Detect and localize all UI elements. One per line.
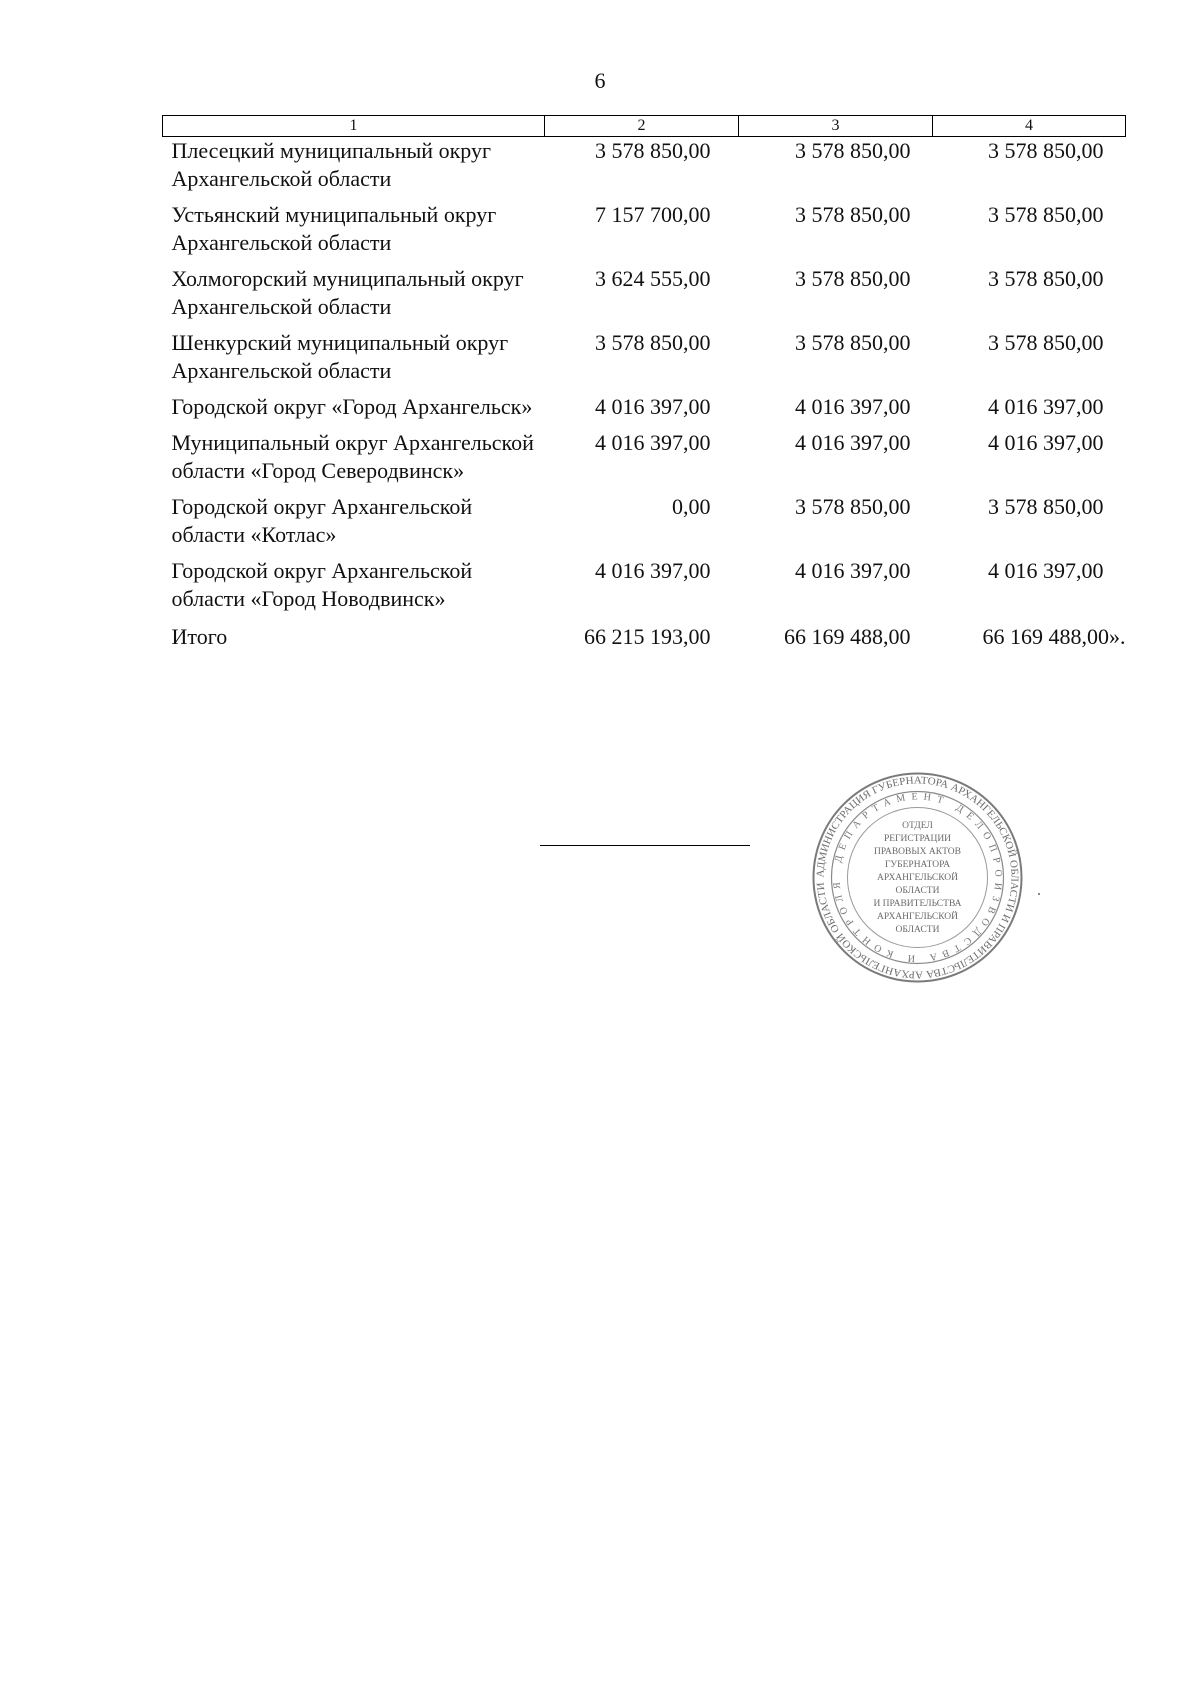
value-col3: 4 016 397,00 bbox=[795, 430, 911, 455]
table-row bbox=[163, 329, 1126, 393]
value-col4: 3 578 850,00 bbox=[988, 330, 1104, 355]
value-col4: 3 578 850,00 bbox=[988, 138, 1104, 163]
table-row bbox=[163, 429, 1126, 493]
municipality-name: Городской округ Архангельской области «Город Новодвинск» bbox=[171, 558, 473, 611]
svg-text:ОБЛАСТИ: ОБЛАСТИ bbox=[895, 886, 940, 896]
municipality-name: Холмогорский муниципальный округ Архангельской области bbox=[171, 266, 524, 319]
seal-center-text bbox=[873, 821, 961, 935]
column-header: 2 bbox=[545, 116, 739, 137]
value-col4: 3 578 850,00 bbox=[988, 266, 1104, 291]
value-col2: 3 578 850,00 bbox=[595, 138, 711, 163]
value-col3: 3 578 850,00 bbox=[795, 202, 911, 227]
budget-table bbox=[162, 115, 1126, 659]
table-row bbox=[163, 493, 1126, 557]
table-row bbox=[163, 557, 1126, 621]
svg-text:АРХАНГЕЛЬСКОЙ: АРХАНГЕЛЬСКОЙ bbox=[876, 873, 959, 883]
end-divider-line bbox=[540, 845, 750, 846]
value-col4: 3 578 850,00 bbox=[988, 494, 1104, 519]
table-row bbox=[163, 265, 1126, 329]
table-row bbox=[163, 137, 1126, 202]
page-number: 6 bbox=[594, 68, 606, 93]
value-col3: 3 578 850,00 bbox=[795, 330, 911, 355]
value-col2: 0,00 bbox=[672, 494, 711, 519]
column-header: 3 bbox=[739, 116, 933, 137]
value-col3: 3 578 850,00 bbox=[795, 494, 911, 519]
value-col4: 4 016 397,00 bbox=[988, 558, 1104, 583]
total-col3: 66 169 488,00 bbox=[784, 624, 911, 649]
table-row bbox=[163, 201, 1126, 265]
value-col4: 4 016 397,00 bbox=[988, 430, 1104, 455]
value-col2: 7 157 700,00 bbox=[595, 202, 711, 227]
value-col2: 3 578 850,00 bbox=[595, 330, 711, 355]
value-col2: 4 016 397,00 bbox=[595, 394, 711, 419]
value-col3: 4 016 397,00 bbox=[795, 558, 911, 583]
column-header: 4 bbox=[933, 116, 1126, 137]
total-col4: 66 169 488,00». bbox=[982, 624, 1126, 649]
municipality-name: Устьянский муниципальный округ Архангельской области bbox=[171, 202, 497, 255]
value-col4: 4 016 397,00 bbox=[988, 394, 1104, 419]
value-col3: 3 578 850,00 bbox=[795, 266, 911, 291]
municipality-name: Плесецкий муниципальный округ Архангельской области bbox=[171, 138, 491, 191]
value-col3: 4 016 397,00 bbox=[795, 394, 911, 419]
svg-text:ГУБЕРНАТОРА: ГУБЕРНАТОРА bbox=[884, 860, 951, 870]
value-col4: 3 578 850,00 bbox=[988, 202, 1104, 227]
table-body bbox=[163, 137, 1126, 660]
value-col2: 4 016 397,00 bbox=[595, 430, 711, 455]
scan-speck bbox=[1038, 893, 1040, 895]
total-row bbox=[163, 621, 1126, 659]
total-label: Итого bbox=[171, 624, 228, 649]
seal-inner-text: ДЕПАРТАМЕНТ ДЕЛОПРОИЗВОДСТВА И КОНТРОЛЯ bbox=[831, 791, 1004, 964]
seal-outer-text: АДМИНИСТРАЦИЯ ГУБЕРНАТОРА АРХАНГЕЛЬСКОЙ ОБЛАСТИ И ПРАВИТЕЛЬСТВА АРХАНГЕЛЬСКОЙ ОБЛАСТИ bbox=[815, 775, 1020, 980]
svg-text:ОБЛАСТИ: ОБЛАСТИ bbox=[895, 925, 940, 935]
municipality-name: Муниципальный округ Архангельской области «Город Северодвинск» bbox=[171, 430, 534, 483]
municipality-name: Шенкурский муниципальный округ Архангельской области bbox=[171, 330, 509, 383]
svg-text:ПРАВОВЫХ АКТОВ: ПРАВОВЫХ АКТОВ bbox=[874, 847, 961, 857]
svg-text:АРХАНГЕЛЬСКОЙ: АРХАНГЕЛЬСКОЙ bbox=[876, 912, 959, 922]
column-header: 1 bbox=[163, 116, 545, 137]
value-col3: 3 578 850,00 bbox=[795, 138, 911, 163]
value-col2: 3 624 555,00 bbox=[595, 266, 711, 291]
municipality-name: Городской округ Архангельской области «Котлас» bbox=[171, 494, 473, 547]
table-row bbox=[163, 393, 1126, 429]
table-header bbox=[163, 116, 1126, 137]
official-seal-stamp bbox=[810, 770, 1025, 985]
municipality-name: Городской округ «Город Архангельск» bbox=[171, 394, 533, 419]
value-col2: 4 016 397,00 bbox=[595, 558, 711, 583]
svg-text:И ПРАВИТЕЛЬСТВА: И ПРАВИТЕЛЬСТВА bbox=[873, 899, 962, 909]
svg-text:ОТДЕЛ: ОТДЕЛ bbox=[902, 821, 933, 831]
svg-text:РЕГИСТРАЦИИ: РЕГИСТРАЦИИ bbox=[883, 834, 952, 844]
total-col2: 66 215 193,00 bbox=[584, 624, 711, 649]
